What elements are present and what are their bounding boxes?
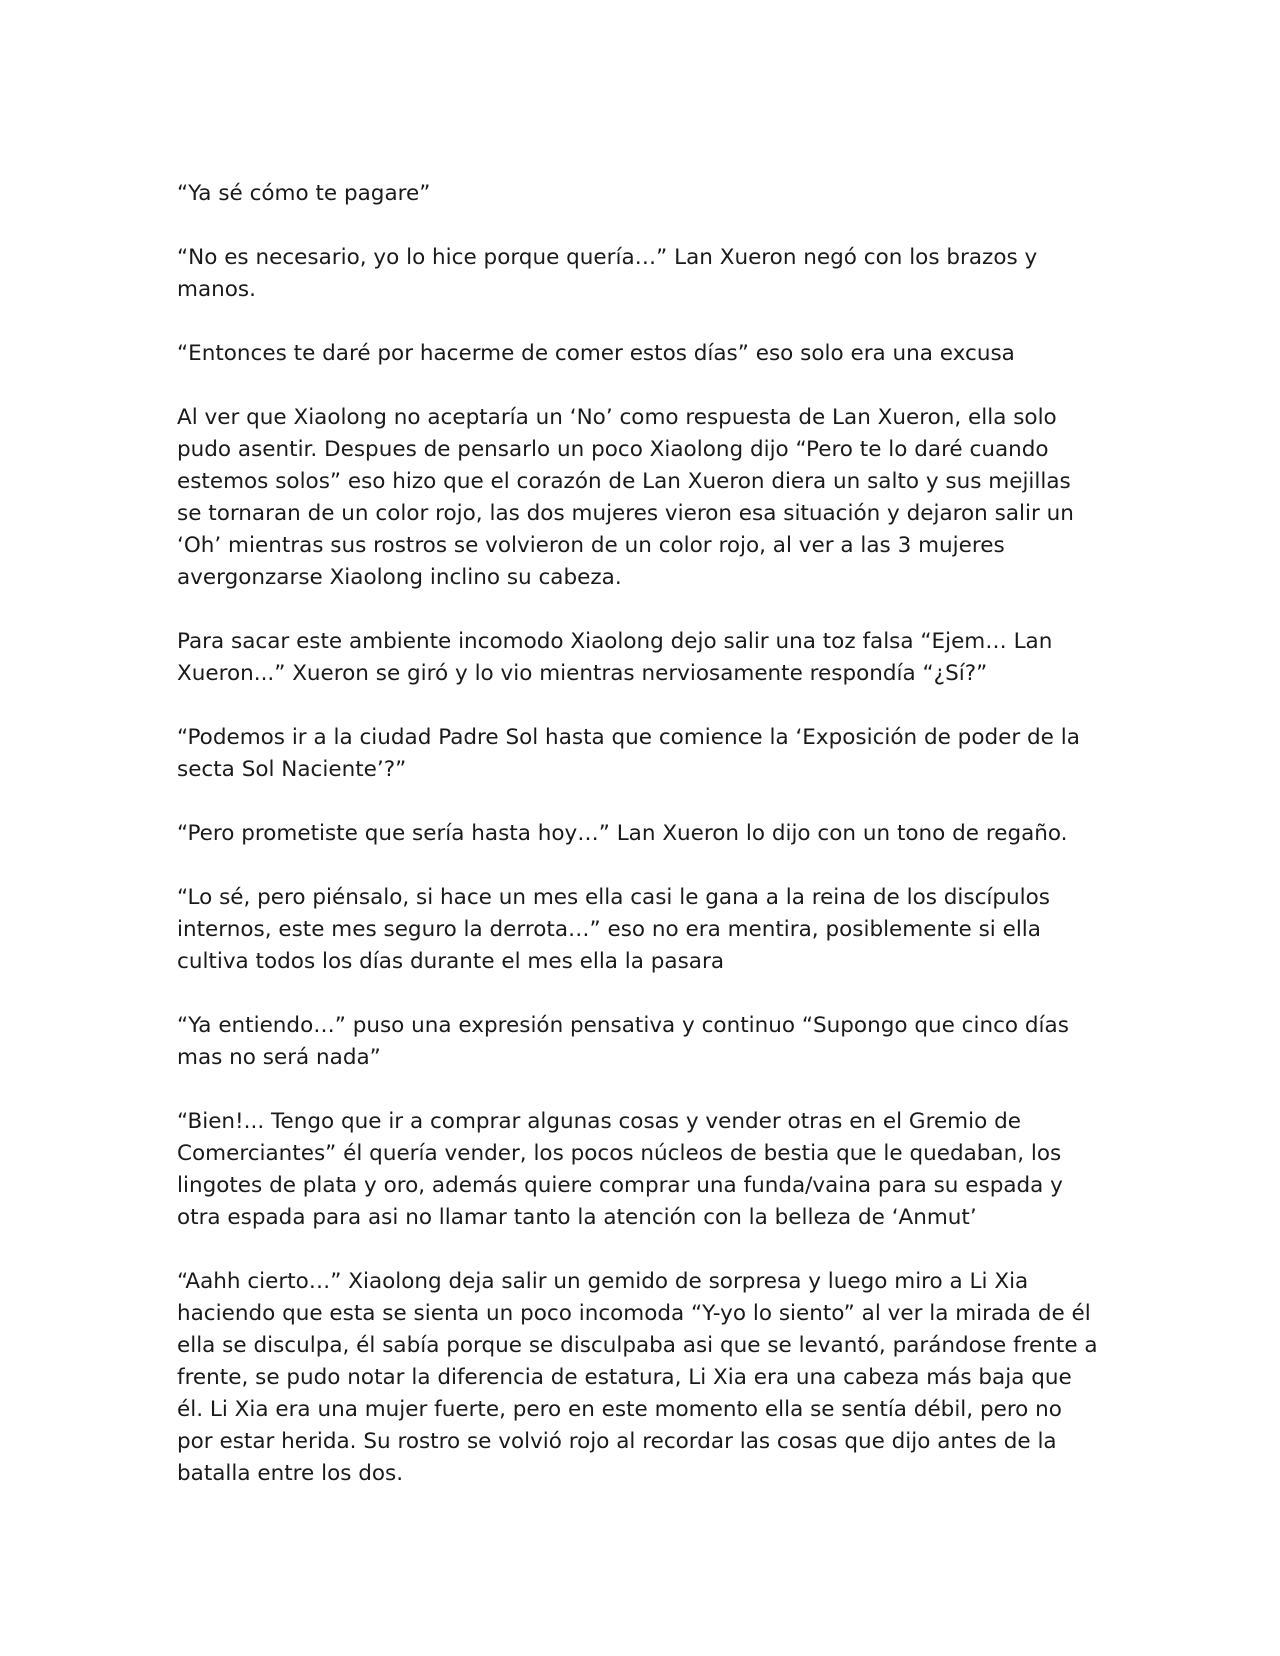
paragraph: Para sacar este ambiente incomodo Xiaolong dejo salir una toz falsa “Ejem… Lan Xueron...” Xueron se giró y lo vio mientras nerviosamente respondía “¿Sí?” bbox=[177, 629, 1053, 686]
paragraph: Al ver que Xiaolong no aceptaría un ‘No’ como respuesta de Lan Xueron, ella solo pudo asentir. Despues de pensarlo un poco Xiaolong dijo “Pero te lo daré cuando estemos solos” eso hizo que el corazón de Lan Xueron diera un salto y sus mejillas se tornaran de un color rojo, las dos mujeres vieron esa situación y dejaron salir un ‘Oh’ mientras sus rostros se volvieron de un color rojo, al ver a las 3 mujeres avergonzarse Xiaolong inclino su cabeza. bbox=[177, 405, 1074, 590]
paragraph: “Pero prometiste que sería hasta hoy…” Lan Xueron lo dijo con un tono de regaño. bbox=[177, 821, 1068, 846]
paragraph: “Bien!... Tengo que ir a comprar algunas cosas y vender otras en el Gremio de Comerciantes” él quería vender, los pocos núcleos de bestia que le quedaban, los lingotes de plata y oro, además quiere comprar una funda/vaina para su espada y otra espada para asi no llamar tanto la atención con la belleza de ‘Anmut’ bbox=[177, 1109, 1063, 1230]
paragraph: “No es necesario, yo lo hice porque quería…” Lan Xueron negó con los brazos y manos. bbox=[177, 245, 1038, 302]
paragraph: “Ya entiendo…” puso una expresión pensativa y continuo “Supongo que cinco días mas no será nada” bbox=[177, 1013, 1069, 1070]
paragraph: “Ya sé cómo te pagare” bbox=[177, 181, 431, 206]
paragraph: “Lo sé, pero piénsalo, si hace un mes ella casi le gana a la reina de los discípulos internos, este mes seguro la derrota…” eso no era mentira, posiblemente si ella cultiva todos los días durante el mes ella la pasara bbox=[177, 885, 1050, 974]
paragraph: “Entonces te daré por hacerme de comer estos días” eso solo era una excusa bbox=[177, 341, 1015, 366]
paragraph: “Aahh cierto…” Xiaolong deja salir un gemido de sorpresa y luego miro a Li Xia haciendo que esta se sienta un poco incomoda “Y-yo lo siento” al ver la mirada de él ella se disculpa, él sabía porque se disculpaba asi que se levantó, parándose frente a frente, se pudo notar la diferencia de estatura, Li Xia era una cabeza más baja que él. Li Xia era una mujer fuerte, pero en este momento ella se sentía débil, pero no por estar herida. Su rostro se volvió rojo al recordar las cosas que dijo antes de la batalla entre los dos. bbox=[177, 1269, 1098, 1486]
paragraph: “Podemos ir a la ciudad Padre Sol hasta que comience la ‘Exposición de poder de la secta Sol Naciente’?” bbox=[177, 725, 1080, 782]
